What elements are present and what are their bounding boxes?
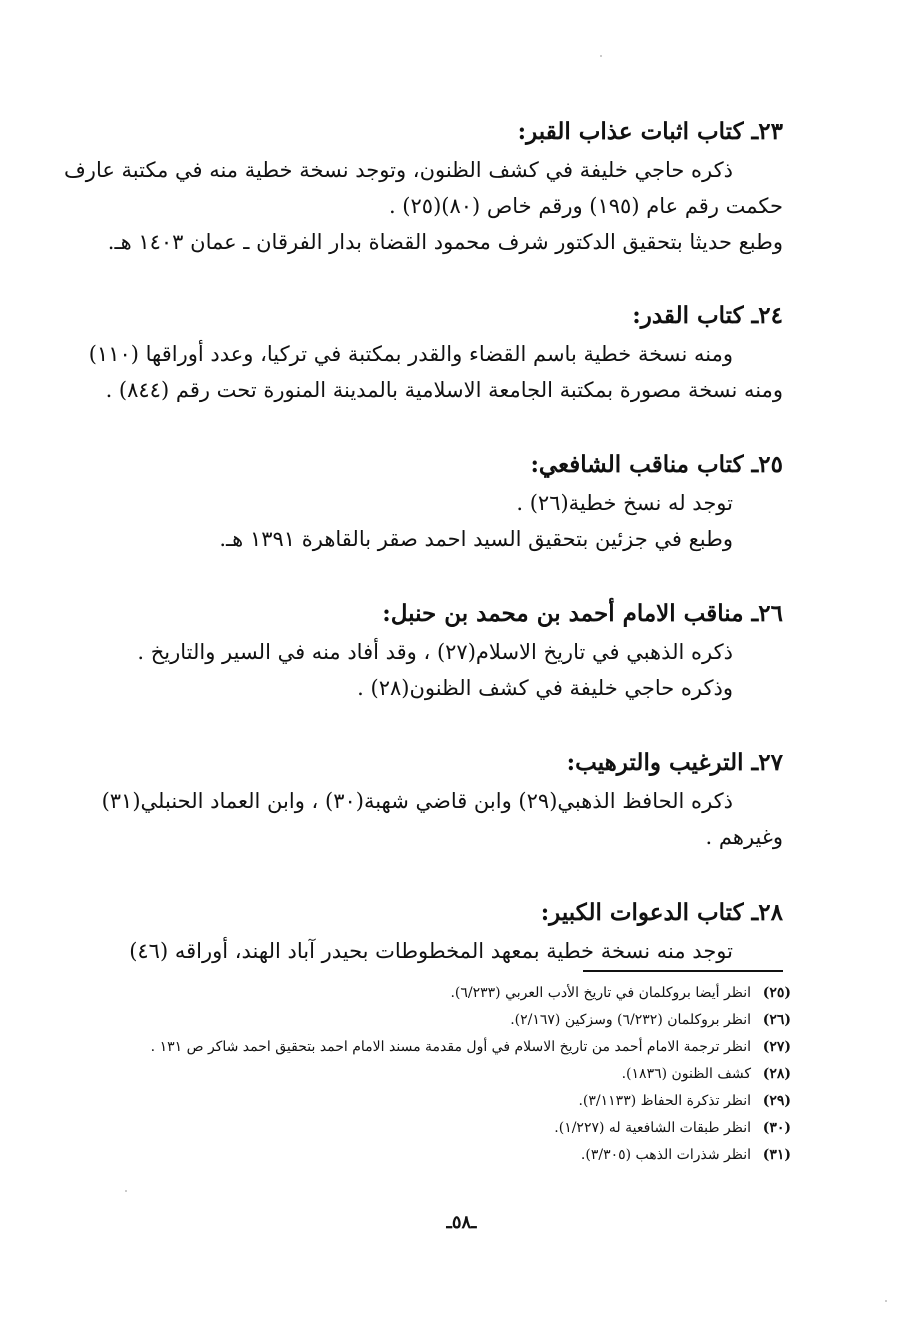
section-heading: ٢٤ـ كتاب القدر: [632, 302, 783, 329]
section-heading: ٢٥ـ كتاب مناقب الشافعي: [530, 451, 783, 478]
section-heading: ٢٨ـ كتاب الدعوات الكبير: [540, 899, 783, 926]
footnote-number: (٢٦) [762, 1012, 791, 1028]
scan-speck [125, 1190, 127, 1192]
footnote-text: انظر شذرات الذهب (٣/٣٠٥). [580, 1147, 751, 1163]
section-line: ذكره الحافظ الذهبي(٢٩) وابن قاضي شهبة(٣٠) ، وابن العماد الحنبلي(٣١) [101, 789, 733, 813]
section-heading: ٢٧ـ الترغيب والترهيب: [566, 749, 783, 776]
section-24 [88, 296, 783, 408]
section-26 [103, 594, 783, 706]
footnote-item [91, 1088, 791, 1115]
footnote-item [91, 1142, 791, 1169]
footnote-number: (٢٥) [762, 985, 791, 1001]
footnote-text: انظر أيضا بروكلمان في تاريخ الأدب العربي (٦/٢٣٣). [450, 985, 751, 1001]
section-line: ذكره الذهبي في تاريخ الاسلام(٢٧) ، وقد أفاد منه في السير والتاريخ . [137, 640, 733, 664]
section-25 [103, 445, 783, 557]
section-23 [64, 112, 783, 260]
section-line: توجد له نسخ خطية(٢٦) . [516, 491, 733, 515]
footnote-text: انظر بروكلمان (٦/٢٣٢) وسزكين (٢/١٦٧). [510, 1012, 751, 1028]
section-27 [103, 743, 783, 855]
footnote-item [91, 1034, 791, 1061]
footnote-text: انظر طبقات الشافعية له (١/٢٢٧). [554, 1120, 751, 1136]
section-28 [103, 893, 783, 969]
footnote-number: (٢٨) [762, 1066, 791, 1082]
section-line: توجد منه نسخة خطية بمعهد المخطوطات بحيدر آباد الهند، أوراقه (٤٦) [129, 939, 733, 963]
footnote-item [91, 1115, 791, 1142]
footnote-item [91, 1061, 791, 1088]
footnote-separator [583, 970, 783, 972]
footnote-number: (٢٩) [762, 1093, 791, 1109]
footnote-number: (٢٧) [762, 1039, 791, 1055]
page-number: ـ٥٨ـ [446, 1212, 477, 1233]
section-heading: ٢٦ـ مناقب الامام أحمد بن محمد بن حنبل: [382, 600, 783, 627]
section-line: وطبع حديثا بتحقيق الدكتور شرف محمود القضاة بدار الفرقان ـ عمان ١٤٠٣ هـ. [107, 230, 783, 254]
footnote-item [91, 1007, 791, 1034]
section-line: وغيرهم . [705, 825, 783, 849]
footnote-number: (٣٠) [762, 1120, 791, 1136]
section-line: وطبع في جزئين بتحقيق السيد احمد صقر بالقاهرة ١٣٩١ هـ. [219, 527, 733, 551]
section-line: ومنه نسخة مصورة بمكتبة الجامعة الاسلامية بالمدينة المنورة تحت رقم (٨٤٤) . [105, 378, 783, 402]
scan-speck [885, 1300, 887, 1302]
footnote-text: انظر ترجمة الامام أحمد من تاريخ الاسلام في أول مقدمة مسند الامام احمد بتحقيق احمد شاكر ص ١٣١ . [150, 1039, 751, 1055]
section-line: حكمت رقم عام (١٩٥) ورقم خاص (٨٠)(٢٥) . [388, 194, 783, 218]
footnote-text: انظر تذكرة الحفاظ (٣/١١٣٣). [578, 1093, 751, 1109]
section-line: وذكره حاجي خليفة في كشف الظنون(٢٨) . [357, 676, 733, 700]
footnote-text: كشف الظنون (١٨٣٦). [621, 1066, 751, 1082]
scan-speck [600, 55, 602, 57]
section-line: ذكره حاجي خليفة في كشف الظنون، وتوجد نسخة خطية منه في مكتبة عارف [64, 158, 733, 182]
section-heading: ٢٣ـ كتاب اثبات عذاب القبر: [517, 118, 783, 145]
footnote-item [91, 980, 791, 1007]
section-line: ومنه نسخة خطية باسم القضاء والقدر بمكتبة في تركيا، وعدد أوراقها (١١٠) [88, 342, 733, 366]
footnote-number: (٣١) [762, 1147, 791, 1163]
footnotes [91, 980, 791, 1169]
